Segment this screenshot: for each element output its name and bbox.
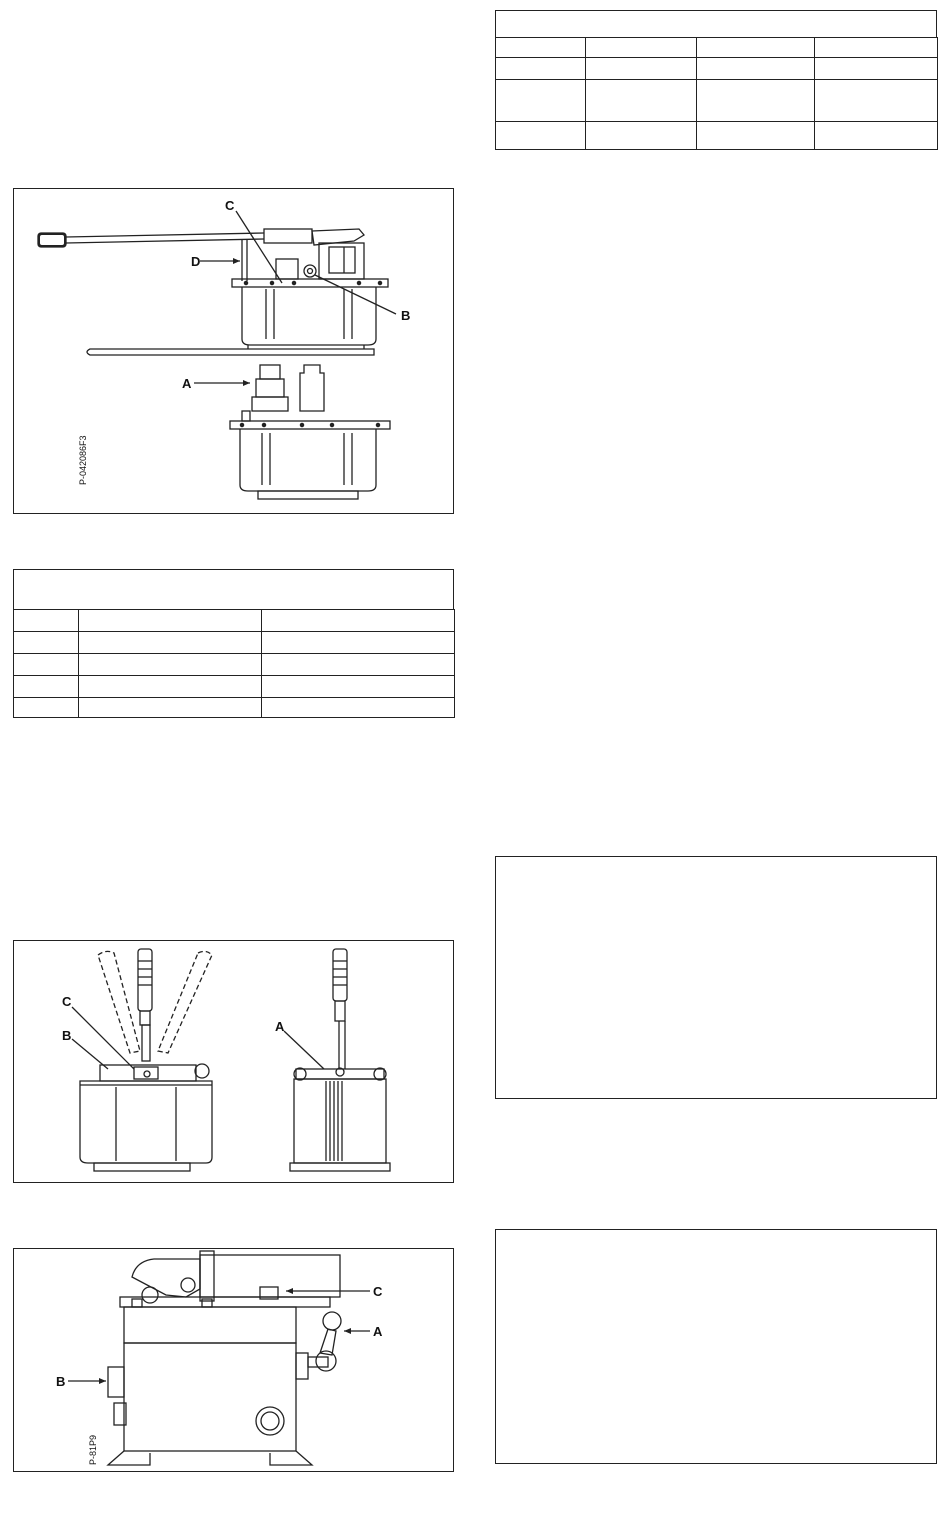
table-row (14, 610, 455, 632)
figure-pump-assembly (13, 188, 454, 514)
table-row (14, 654, 455, 676)
callout-c: C (62, 994, 72, 1009)
left-middle-table-grid (13, 609, 455, 718)
callout-a: A (182, 376, 192, 391)
table-cell (586, 58, 697, 80)
table-cell (14, 654, 79, 676)
table-row (496, 80, 938, 122)
figure-code: P-042086F3 (78, 435, 88, 485)
callout-a: A (275, 1019, 285, 1034)
callout-b: B (401, 308, 411, 323)
note-box-lower (495, 1229, 937, 1464)
table-cell (14, 610, 79, 632)
callout-c: C (225, 198, 235, 213)
table-cell (815, 58, 938, 80)
pump-assembly-drawing (14, 189, 453, 513)
table-cell (697, 38, 815, 58)
valve-side-view-drawing (14, 1249, 453, 1471)
table-cell (697, 80, 815, 122)
callout-b: B (62, 1028, 72, 1043)
table-cell (586, 122, 697, 150)
callout-c: C (373, 1284, 383, 1299)
table-cell (79, 676, 262, 698)
table-row (14, 676, 455, 698)
top-right-table-grid (495, 37, 938, 150)
callout-b: B (56, 1374, 66, 1389)
table-cell (79, 654, 262, 676)
table-cell (262, 610, 455, 632)
table-cell (496, 122, 586, 150)
table-cell (586, 80, 697, 122)
table-cell (14, 632, 79, 654)
table-cell (262, 698, 455, 718)
table-cell (79, 610, 262, 632)
table-cell (262, 676, 455, 698)
note-box-upper (495, 856, 937, 1099)
callout-d: D (191, 254, 201, 269)
table-cell (586, 38, 697, 58)
table-cell (496, 80, 586, 122)
table-cell (262, 632, 455, 654)
top-right-table-header (495, 10, 937, 38)
table-cell (14, 698, 79, 718)
table-cell (496, 58, 586, 80)
lever-positions-drawing (14, 941, 453, 1182)
table-cell (79, 632, 262, 654)
table-cell (496, 38, 586, 58)
table-cell (79, 698, 262, 718)
table-row (496, 58, 938, 80)
table-cell (262, 654, 455, 676)
table-row (496, 122, 938, 150)
left-middle-table-header (13, 569, 454, 610)
table-cell (697, 58, 815, 80)
callout-a: A (373, 1324, 383, 1339)
table-cell (815, 38, 938, 58)
table-cell (14, 676, 79, 698)
table-row (496, 38, 938, 58)
table-cell (815, 80, 938, 122)
figure-valve-side-view (13, 1248, 454, 1472)
figure-code: P-81P9 (88, 1434, 98, 1465)
table-cell (697, 122, 815, 150)
table-row (14, 698, 455, 718)
table-row (14, 632, 455, 654)
figure-lever-positions (13, 940, 454, 1183)
table-cell (815, 122, 938, 150)
